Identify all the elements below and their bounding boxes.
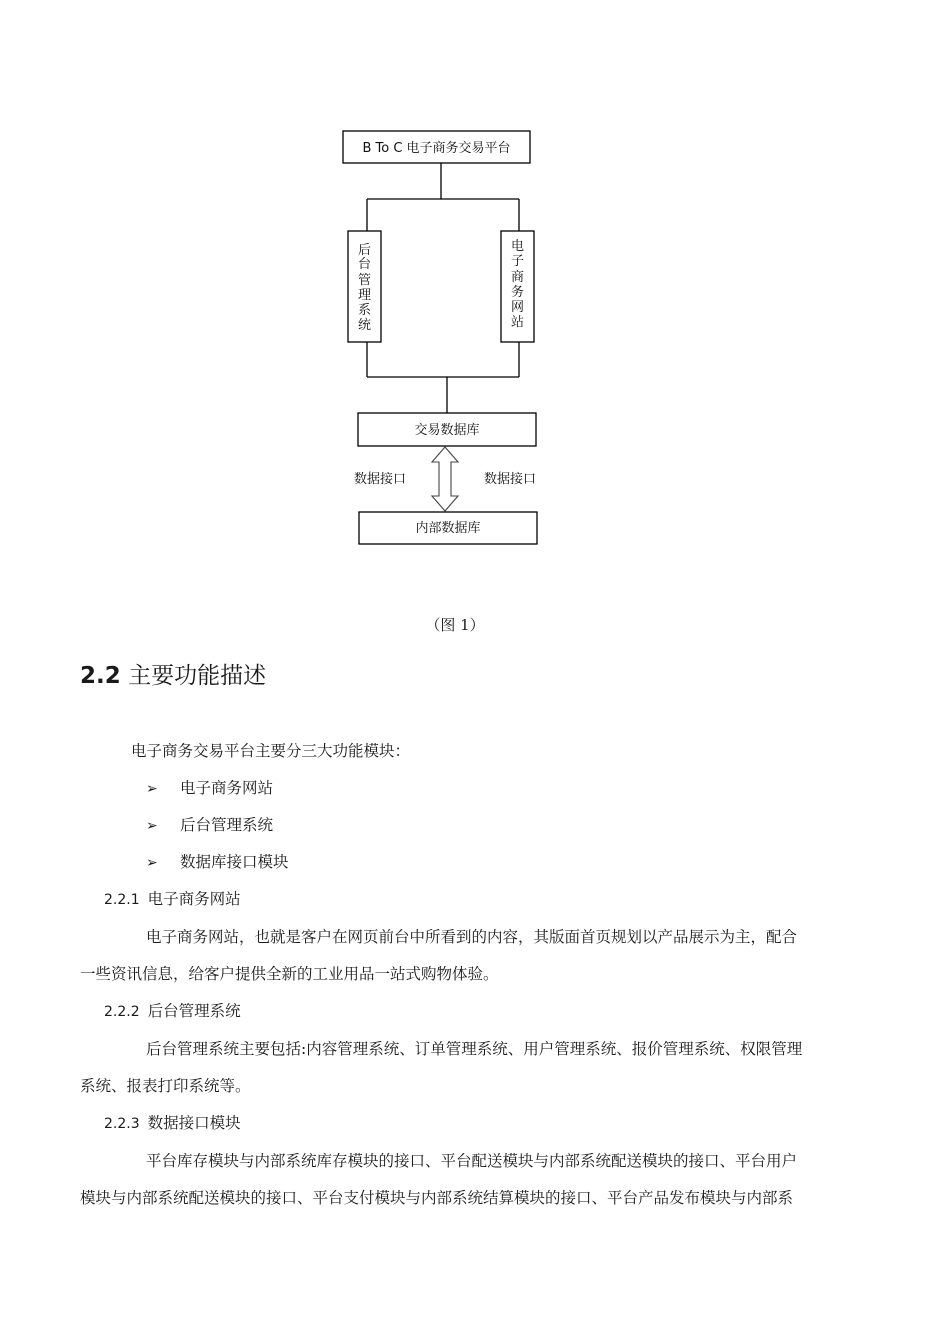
paragraph-line: 电子商务网站，也就是客户在网页前台中所看到的内容，其版面首页规划以产品展示为主，配合 bbox=[146, 928, 798, 946]
svg-text:管: 管 bbox=[357, 273, 372, 288]
svg-text:系: 系 bbox=[357, 303, 372, 318]
subsection-number: 2.2.3 bbox=[104, 1116, 140, 1132]
svg-text:后: 后 bbox=[357, 243, 372, 258]
paragraph-line: 平台库存模块与内部系统库存模块的接口、平台配送模块与内部系统配送模块的接口、平台用户 bbox=[146, 1152, 798, 1170]
bullet-arrow-icon: ➢ bbox=[146, 781, 158, 797]
list-item bbox=[146, 850, 289, 872]
subsection-number: 2.2.1 bbox=[104, 892, 140, 908]
architecture-diagram bbox=[0, 0, 950, 600]
svg-text:务: 务 bbox=[510, 285, 525, 300]
svg-text:台: 台 bbox=[357, 257, 372, 272]
svg-text:统: 统 bbox=[357, 318, 372, 333]
bullet-arrow-icon: ➢ bbox=[146, 818, 158, 834]
paragraph-line: 后台管理系统主要包括:内容管理系统、订单管理系统、用户管理系统、报价管理系统、权限管理 bbox=[146, 1040, 803, 1058]
list-item-label: 电子商务网站 bbox=[180, 779, 274, 797]
subsection-heading-1 bbox=[104, 887, 241, 909]
svg-text:子: 子 bbox=[510, 254, 525, 269]
svg-text:电: 电 bbox=[510, 239, 525, 254]
trading-db-label: 交易数据库 bbox=[414, 423, 480, 438]
section-heading bbox=[80, 657, 266, 690]
list-item-label: 数据库接口模块 bbox=[180, 853, 289, 871]
bullet-arrow-icon: ➢ bbox=[146, 855, 158, 871]
interface-label-left: 数据接口 bbox=[353, 472, 407, 487]
subsection-heading-3 bbox=[104, 1111, 241, 1133]
list-item bbox=[146, 776, 273, 798]
subsection-title: 电子商务网站 bbox=[147, 890, 241, 908]
svg-text:站: 站 bbox=[510, 315, 525, 330]
subsection-heading-2 bbox=[104, 999, 241, 1021]
subsection-title: 数据接口模块 bbox=[147, 1114, 241, 1132]
backend-system-label bbox=[358, 243, 371, 333]
section-number: 2.2 bbox=[80, 663, 121, 689]
svg-text:网: 网 bbox=[510, 300, 525, 315]
paragraph-line: 系统、报表打印系统等。 bbox=[80, 1077, 251, 1095]
internal-db-label: 内部数据库 bbox=[415, 521, 481, 536]
svg-text:理: 理 bbox=[357, 288, 372, 303]
subsection-number: 2.2.2 bbox=[104, 1004, 140, 1020]
list-item bbox=[146, 813, 273, 835]
ecommerce-site-label bbox=[511, 238, 524, 330]
figure-caption: （图 1） bbox=[425, 616, 485, 634]
intro-paragraph: 电子商务交易平台主要分三大功能模块： bbox=[131, 742, 411, 760]
list-item-label: 后台管理系统 bbox=[180, 816, 274, 834]
paragraph-line: 一些资讯信息，给客户提供全新的工业用品一站式购物体验。 bbox=[80, 965, 499, 983]
subsection-title: 后台管理系统 bbox=[147, 1002, 241, 1020]
double-arrow-icon bbox=[432, 447, 458, 511]
platform-box-label: B To C 电子商务交易平台 bbox=[362, 141, 511, 156]
interface-label-right: 数据接口 bbox=[483, 472, 537, 487]
section-title: 主要功能描述 bbox=[128, 663, 267, 689]
svg-text:商: 商 bbox=[510, 270, 525, 285]
paragraph-line: 模块与内部系统配送模块的接口、平台支付模块与内部系统结算模块的接口、平台产品发布模块与内部系 bbox=[80, 1189, 794, 1207]
